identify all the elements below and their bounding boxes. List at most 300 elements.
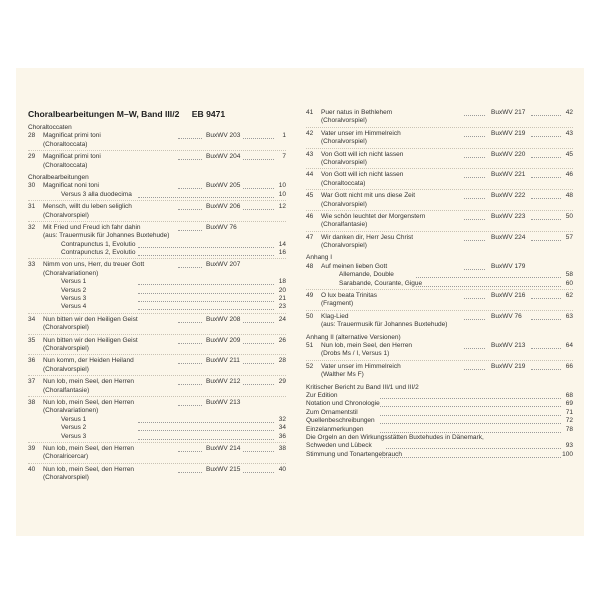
bux-number: BuxWV 214 bbox=[206, 444, 241, 452]
toc-entry bbox=[28, 316, 286, 324]
subtitle-text: (Choralvorspiel) bbox=[43, 324, 89, 332]
page-number: 71 bbox=[565, 408, 573, 416]
entry-number: 43 bbox=[306, 150, 314, 158]
leader-dots bbox=[138, 301, 274, 302]
report-entry bbox=[306, 400, 573, 408]
entry-subtitle bbox=[28, 453, 286, 461]
entry-title: Magnificat primi toni bbox=[43, 132, 101, 140]
bux-number: BuxWV 205 bbox=[206, 182, 241, 190]
entry-subtitle bbox=[28, 141, 286, 149]
entry-number: 36 bbox=[28, 357, 36, 365]
entry-title: Von Gott will ich nicht lassen bbox=[321, 171, 404, 179]
part-label: Sarabande, Courante, Gigue bbox=[339, 279, 423, 287]
subtitle-text: (Choralvorspiel) bbox=[43, 344, 89, 352]
entry-subtitle bbox=[306, 300, 573, 308]
entry-subtitle bbox=[28, 366, 286, 374]
page-number: 66 bbox=[565, 362, 573, 370]
page-number: 69 bbox=[565, 400, 573, 408]
entry-number: 50 bbox=[306, 312, 314, 320]
leader-dots bbox=[243, 188, 274, 189]
entry-subtitle bbox=[28, 407, 286, 415]
bux-number: BuxWV 204 bbox=[206, 153, 241, 161]
entry-title: Klag-Lied bbox=[321, 312, 349, 320]
entry-part bbox=[28, 303, 286, 311]
subtitle-text: (Choralvorspiel) bbox=[43, 211, 89, 219]
part-label: Versus 3 bbox=[61, 295, 87, 303]
part-label: Contrapunctus 2, Evolutio bbox=[61, 249, 136, 257]
toc-entry bbox=[28, 445, 286, 453]
entry-title: O lux beata Trinitas bbox=[321, 292, 377, 300]
leader-dots bbox=[531, 115, 561, 116]
toc-entry bbox=[28, 153, 286, 161]
entry-title: War Gott nicht mit uns diese Zeit bbox=[321, 192, 416, 200]
entry-title: Magnificat primi toni bbox=[43, 153, 101, 161]
toc-entry bbox=[306, 363, 573, 371]
entry-title: Mensch, willt du leben seliglich bbox=[43, 203, 132, 211]
page-number: 1 bbox=[282, 132, 286, 140]
subtitle-text: (aus: Trauermusik für Johannes Buxtehude) bbox=[43, 232, 170, 240]
entry-part bbox=[306, 271, 573, 279]
page-number: 64 bbox=[565, 341, 573, 349]
subtitle-text: (Choralvariationen) bbox=[43, 269, 99, 277]
entry-divider bbox=[28, 354, 286, 355]
leader-dots bbox=[380, 423, 561, 424]
entry-title: Auf meinen lieben Gott bbox=[321, 262, 388, 270]
leader-dots bbox=[380, 415, 561, 416]
entry-number: 30 bbox=[28, 182, 36, 190]
leader-dots bbox=[464, 319, 485, 320]
section-heading: Anhang I bbox=[306, 254, 333, 262]
leader-dots bbox=[243, 138, 274, 139]
subtitle-text: (Choralvorspiel) bbox=[321, 158, 367, 166]
report-title: Zum Ornamentstil bbox=[306, 408, 358, 416]
entry-title: Vater unser im Himmelreich bbox=[321, 362, 401, 370]
entry-number: 46 bbox=[306, 212, 314, 220]
entry-title: Vater unser im Himmelreich bbox=[321, 129, 401, 137]
leader-dots bbox=[178, 384, 202, 385]
subtitle-text: (Choralvorspiel) bbox=[321, 200, 367, 208]
subtitle-text: (Walther Ms F) bbox=[321, 371, 364, 379]
report-entry bbox=[306, 426, 573, 434]
page-number: 29 bbox=[278, 378, 286, 386]
leader-dots bbox=[178, 138, 202, 139]
part-label: Versus 2 bbox=[61, 286, 87, 294]
edition-code: EB 9471 bbox=[191, 109, 226, 119]
bux-number: BuxWV 223 bbox=[491, 212, 526, 220]
leader-dots bbox=[243, 384, 274, 385]
page-number: 14 bbox=[278, 240, 286, 248]
bux-number: BuxWV 213 bbox=[206, 398, 241, 406]
leader-dots bbox=[416, 286, 561, 287]
report-entry bbox=[306, 417, 573, 425]
bux-number: BuxWV 224 bbox=[491, 233, 526, 241]
bux-number: BuxWV 215 bbox=[206, 465, 241, 473]
entry-divider bbox=[28, 396, 286, 397]
subtitle-text: (Choralvorspiel) bbox=[321, 138, 367, 146]
bux-number: BuxWV 217 bbox=[491, 109, 526, 116]
page-number: 20 bbox=[278, 286, 286, 294]
leader-dots bbox=[178, 343, 202, 344]
entry-number: 42 bbox=[306, 129, 314, 137]
report-title: Einzelanmerkungen bbox=[306, 425, 364, 433]
page-number: 18 bbox=[278, 278, 286, 286]
entry-divider bbox=[28, 463, 286, 464]
toc-entry bbox=[28, 378, 286, 386]
entry-title: Nimm von uns, Herr, du treuer Gott bbox=[43, 261, 145, 269]
toc-title bbox=[28, 109, 286, 122]
bux-number: BuxWV 208 bbox=[206, 315, 241, 323]
entry-subtitle bbox=[28, 162, 286, 170]
leader-dots bbox=[138, 247, 274, 248]
page-number: 38 bbox=[278, 444, 286, 452]
bux-number: BuxWV 219 bbox=[491, 129, 526, 137]
entry-number: 41 bbox=[306, 109, 314, 116]
entry-title: Nun bitten wir den Heiligen Geist bbox=[43, 315, 138, 323]
subtitle-text: (Choraltoccata) bbox=[321, 179, 366, 187]
toc-entry bbox=[28, 357, 286, 365]
leader-dots bbox=[531, 177, 561, 178]
entry-subtitle bbox=[306, 242, 573, 250]
entry-divider bbox=[28, 442, 286, 443]
report-entry bbox=[306, 434, 573, 451]
entry-number: 39 bbox=[28, 444, 36, 452]
entry-number: 31 bbox=[28, 203, 36, 211]
bux-number: BuxWV 206 bbox=[206, 203, 241, 211]
entry-part bbox=[28, 424, 286, 432]
toc-entry bbox=[306, 151, 573, 159]
leader-dots bbox=[243, 472, 274, 473]
entry-divider bbox=[306, 189, 573, 190]
leader-dots bbox=[531, 136, 561, 137]
subtitle-text: (Choralvorspiel) bbox=[321, 242, 367, 250]
page-number: 10 bbox=[278, 182, 286, 190]
section-heading: Kritischer Bericht zu Band III/1 und III/2 bbox=[306, 383, 419, 391]
leader-dots bbox=[138, 439, 274, 440]
entry-subtitle bbox=[306, 321, 573, 329]
entry-subtitle bbox=[28, 212, 286, 220]
page-number: 43 bbox=[565, 129, 573, 137]
entry-title: Magnificat noni toni bbox=[43, 182, 100, 190]
entry-number: 34 bbox=[28, 315, 36, 323]
entry-divider bbox=[28, 375, 286, 376]
entry-subtitle bbox=[306, 221, 573, 229]
entry-title: Von Gott will ich nicht lassen bbox=[321, 150, 404, 158]
book-page bbox=[16, 68, 584, 536]
toc-left-column bbox=[28, 109, 286, 482]
leader-dots bbox=[464, 369, 485, 370]
entry-number: 44 bbox=[306, 171, 314, 179]
leader-dots bbox=[464, 240, 485, 241]
bux-number: BuxWV 207 bbox=[206, 261, 241, 269]
toc-entry bbox=[306, 292, 573, 300]
leader-dots bbox=[138, 422, 274, 423]
entry-subtitle bbox=[306, 159, 573, 167]
leader-dots bbox=[178, 188, 202, 189]
entry-part bbox=[28, 278, 286, 286]
bux-number: BuxWV 203 bbox=[206, 132, 241, 140]
leader-dots bbox=[531, 198, 561, 199]
subtitle-text: (aus: Trauermusik für Johannes Buxtehude) bbox=[321, 321, 448, 329]
entry-number: 35 bbox=[28, 336, 36, 344]
page-number: 32 bbox=[278, 415, 286, 423]
entry-divider bbox=[306, 127, 573, 128]
leader-dots bbox=[380, 398, 561, 399]
toc-entry bbox=[28, 261, 286, 269]
entry-subtitle bbox=[28, 387, 286, 395]
toc-entry bbox=[28, 203, 286, 211]
entry-subtitle bbox=[306, 117, 573, 125]
report-entry bbox=[306, 409, 573, 417]
page-number: 34 bbox=[278, 424, 286, 432]
entry-number: 40 bbox=[28, 465, 36, 473]
toc-entry bbox=[306, 342, 573, 350]
leader-dots bbox=[178, 363, 202, 364]
entry-divider bbox=[306, 310, 573, 311]
subtitle-text: (Fragment) bbox=[321, 300, 354, 308]
leader-dots bbox=[416, 277, 561, 278]
leader-dots bbox=[243, 322, 274, 323]
entry-title: Nun lob, mein Seel, den Herren bbox=[43, 465, 135, 473]
leader-dots bbox=[243, 363, 274, 364]
toc-entry bbox=[306, 213, 573, 221]
toc-entry bbox=[28, 399, 286, 407]
entry-subtitle bbox=[306, 201, 573, 209]
page-number: 24 bbox=[278, 315, 286, 323]
entry-number: 28 bbox=[28, 132, 36, 140]
page-number: 28 bbox=[278, 357, 286, 365]
leader-dots bbox=[178, 451, 202, 452]
leader-dots bbox=[138, 309, 274, 310]
page-number: 7 bbox=[282, 153, 286, 161]
leader-dots bbox=[178, 405, 202, 406]
toc-entry bbox=[28, 132, 286, 140]
page-number: 23 bbox=[278, 303, 286, 311]
part-label: Versus 3 bbox=[61, 432, 87, 440]
toc-entry bbox=[28, 466, 286, 474]
leader-dots bbox=[138, 197, 274, 198]
leader-dots bbox=[464, 157, 485, 158]
subtitle-text: (Choraltoccata) bbox=[43, 161, 88, 169]
toc-entry bbox=[306, 313, 573, 321]
page-number: 78 bbox=[565, 425, 573, 433]
entry-divider bbox=[28, 200, 286, 201]
page-number: 100 bbox=[562, 450, 573, 458]
entry-divider bbox=[28, 150, 286, 151]
bux-number: BuxWV 76 bbox=[491, 312, 522, 320]
toc-entry bbox=[306, 109, 573, 117]
entry-subtitle bbox=[28, 270, 286, 278]
entry-number: 51 bbox=[306, 341, 314, 349]
entry-divider bbox=[28, 258, 286, 259]
entry-divider bbox=[28, 313, 286, 314]
part-label: Contrapunctus 1, Evolutio bbox=[61, 240, 136, 248]
entry-divider bbox=[306, 210, 573, 211]
volume-title: Choralbearbeitungen M–W, Band III/2 bbox=[28, 109, 180, 119]
page-number: 26 bbox=[278, 336, 286, 344]
bux-number: BuxWV 216 bbox=[491, 292, 526, 300]
section-heading: Choralbearbeitungen bbox=[28, 173, 89, 181]
subtitle-text: (Choralvorspiel) bbox=[321, 117, 367, 125]
part-label: Versus 3 alla duodecima bbox=[61, 190, 132, 198]
part-label: Versus 1 bbox=[61, 278, 87, 286]
bux-number: BuxWV 221 bbox=[491, 171, 526, 179]
page-number: 68 bbox=[565, 391, 573, 399]
subtitle-text: (Drobs Ms / I, Versus 1) bbox=[321, 350, 390, 358]
bux-number: BuxWV 222 bbox=[491, 192, 526, 200]
leader-dots bbox=[464, 115, 485, 116]
subtitle-text: (Choralvorspiel) bbox=[43, 474, 89, 482]
page-number: 21 bbox=[278, 295, 286, 303]
subtitle-text: (Choralricercar) bbox=[43, 453, 89, 461]
entry-subtitle bbox=[306, 180, 573, 188]
entry-title: Mit Fried und Freud ich fahr dahin bbox=[43, 223, 141, 231]
bux-number: BuxWV 219 bbox=[491, 362, 526, 370]
leader-dots bbox=[243, 451, 274, 452]
toc-entry bbox=[306, 263, 573, 271]
entry-number: 33 bbox=[28, 261, 36, 269]
bux-number: BuxWV 209 bbox=[206, 336, 241, 344]
page-number: 10 bbox=[278, 190, 286, 198]
leader-dots bbox=[531, 369, 561, 370]
entry-title: Puer natus in Bethlehem bbox=[321, 109, 393, 116]
leader-dots bbox=[138, 255, 274, 256]
toc-entry bbox=[28, 224, 286, 232]
page-number: 50 bbox=[565, 212, 573, 220]
entry-title: Wie schön leuchtet der Morgenstern bbox=[321, 212, 426, 220]
section-heading: Choraltoccaten bbox=[28, 124, 72, 131]
subtitle-text: (Choralvorspiel) bbox=[43, 365, 89, 373]
leader-dots bbox=[464, 177, 485, 178]
entry-part bbox=[306, 280, 573, 288]
leader-dots bbox=[380, 432, 561, 433]
toc-entry bbox=[306, 171, 573, 179]
entry-title: Wir danken dir, Herr Jesu Christ bbox=[321, 233, 414, 241]
leader-dots bbox=[380, 457, 561, 458]
bux-number: BuxWV 211 bbox=[206, 357, 240, 365]
entry-number: 38 bbox=[28, 398, 36, 406]
page-number: 57 bbox=[565, 233, 573, 241]
entry-number: 47 bbox=[306, 233, 314, 241]
page-number: 60 bbox=[565, 279, 573, 287]
entry-title: Nun bitten wir den Heiligen Geist bbox=[43, 336, 138, 344]
leader-dots bbox=[464, 219, 485, 220]
leader-dots bbox=[531, 319, 561, 320]
subtitle-text: (Choralfantasie) bbox=[321, 221, 368, 229]
part-label: Allemande, Double bbox=[339, 271, 394, 279]
leader-dots bbox=[464, 348, 485, 349]
entry-divider bbox=[306, 148, 573, 149]
leader-dots bbox=[243, 159, 274, 160]
part-label: Versus 2 bbox=[61, 424, 87, 432]
leader-dots bbox=[464, 198, 485, 199]
report-line bbox=[306, 434, 573, 442]
entry-divider bbox=[28, 334, 286, 335]
page-number: 16 bbox=[278, 249, 286, 257]
entry-title: Nun lob, mein Seel, den Herren bbox=[43, 444, 135, 452]
entry-divider bbox=[306, 231, 573, 232]
bux-number: BuxWV 213 bbox=[491, 341, 526, 349]
subtitle-text: (Choraltoccata) bbox=[43, 140, 88, 148]
entry-part bbox=[28, 287, 286, 295]
bux-number: BuxWV 76 bbox=[206, 223, 237, 231]
leader-dots bbox=[531, 219, 561, 220]
entry-subtitle bbox=[306, 350, 573, 358]
report-title-cont: Schweden und Lübeck bbox=[306, 442, 372, 450]
entry-divider bbox=[306, 168, 573, 169]
page-number: 62 bbox=[565, 292, 573, 300]
page-number: 40 bbox=[278, 465, 286, 473]
leader-dots bbox=[531, 157, 561, 158]
report-line bbox=[306, 442, 573, 450]
toc-right-column bbox=[306, 109, 573, 459]
leader-dots bbox=[464, 269, 485, 270]
leader-dots bbox=[178, 230, 202, 231]
leader-dots bbox=[243, 209, 274, 210]
page-number: 63 bbox=[565, 312, 573, 320]
report-entry bbox=[306, 451, 573, 459]
report-title: Stimmung und Tonartengebrauch bbox=[306, 450, 402, 458]
bux-number: BuxWV 220 bbox=[491, 150, 526, 158]
bux-number: BuxWV 179 bbox=[491, 262, 526, 270]
page-number: 58 bbox=[565, 271, 573, 279]
subtitle-text: (Choralfantasie) bbox=[43, 386, 90, 394]
leader-dots bbox=[464, 298, 485, 299]
leader-dots bbox=[178, 472, 202, 473]
entry-part bbox=[28, 241, 286, 249]
left-toc-list bbox=[28, 124, 286, 482]
leader-dots bbox=[138, 430, 274, 431]
toc-entry bbox=[306, 234, 573, 242]
entry-title: Nun lob, mein Seel, den Herren bbox=[43, 398, 135, 406]
leader-dots bbox=[138, 284, 274, 285]
entry-number: 49 bbox=[306, 292, 314, 300]
entry-number: 48 bbox=[306, 262, 314, 270]
toc-entry bbox=[306, 192, 573, 200]
entry-subtitle bbox=[28, 232, 286, 240]
entry-divider bbox=[306, 360, 573, 361]
entry-part bbox=[28, 249, 286, 257]
toc-entry bbox=[306, 130, 573, 138]
entry-part bbox=[28, 416, 286, 424]
entry-number: 32 bbox=[28, 223, 36, 231]
page-number: 42 bbox=[565, 109, 573, 116]
bux-number: BuxWV 212 bbox=[206, 378, 241, 386]
entry-subtitle bbox=[306, 371, 573, 379]
toc-entry bbox=[28, 337, 286, 345]
leader-dots bbox=[178, 322, 202, 323]
entry-title: Nun lob, mein Seel, den Herren bbox=[43, 378, 135, 386]
leader-dots bbox=[380, 406, 561, 407]
subtitle-text: (Choralvariationen) bbox=[43, 407, 99, 415]
entry-part bbox=[28, 295, 286, 303]
entry-number: 29 bbox=[28, 153, 36, 161]
page-number: 93 bbox=[565, 442, 573, 450]
section-heading: Anhang II (alternative Versionen) bbox=[306, 333, 401, 341]
toc-entry bbox=[28, 182, 286, 190]
report-title: Quellenbeschreibungen bbox=[306, 417, 375, 425]
report-title: Zur Edition bbox=[306, 391, 338, 399]
leader-dots bbox=[178, 209, 202, 210]
page-number: 45 bbox=[565, 150, 573, 158]
leader-dots bbox=[531, 240, 561, 241]
right-toc-list bbox=[306, 109, 573, 459]
entry-subtitle bbox=[28, 324, 286, 332]
report-title: Notation und Chronologie bbox=[306, 400, 380, 408]
entry-subtitle bbox=[28, 474, 286, 482]
leader-dots bbox=[464, 136, 485, 137]
part-label: Versus 4 bbox=[61, 303, 87, 311]
entry-part bbox=[28, 433, 286, 441]
